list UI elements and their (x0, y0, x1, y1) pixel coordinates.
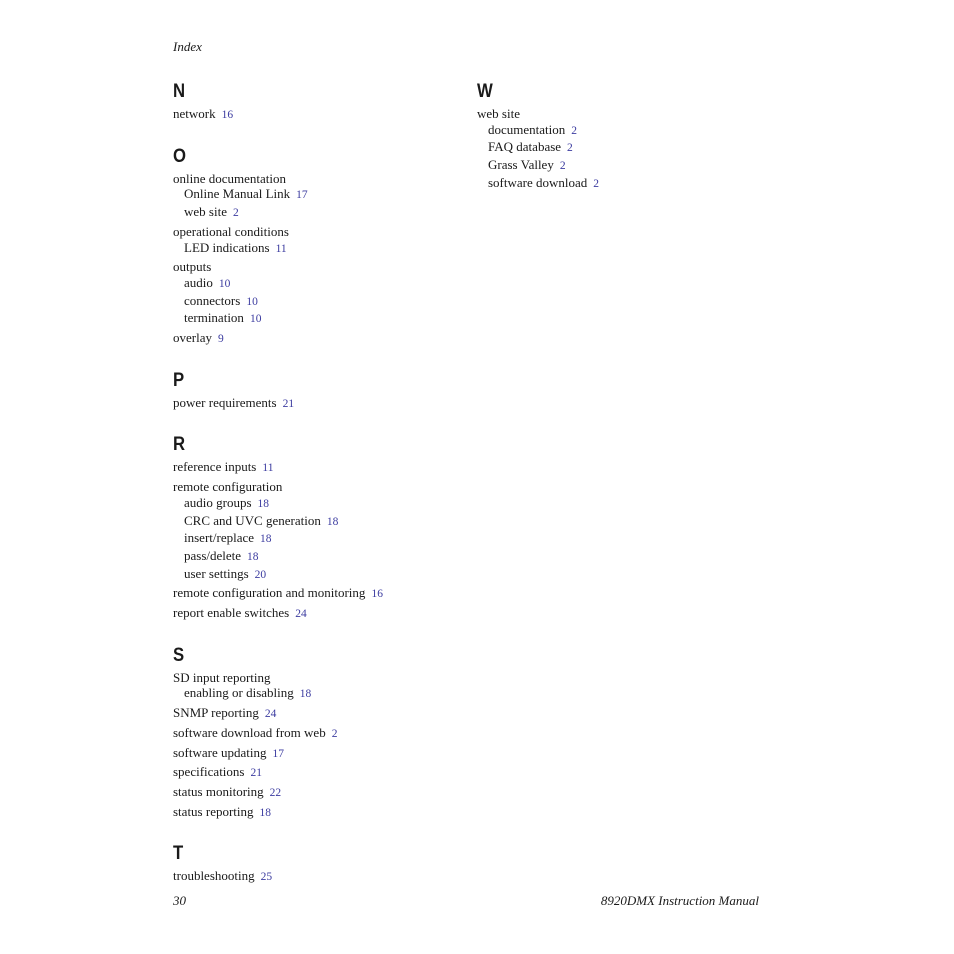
index-entry-line (173, 745, 473, 763)
index-subentry-line (477, 122, 777, 140)
index-subterm: web site (184, 204, 227, 220)
index-term: status monitoring (173, 783, 264, 799)
index-entry (173, 745, 473, 763)
section-gap (173, 350, 473, 369)
index-entry (173, 479, 473, 583)
index-subentry-line (173, 275, 473, 293)
index-subentry-line (173, 566, 473, 584)
section-gap (173, 823, 473, 842)
index-entry-line (173, 171, 473, 187)
index-entry-line (173, 784, 473, 802)
index-subentry-line (173, 240, 473, 258)
index-entry (173, 605, 473, 623)
index-term: report enable switches (173, 605, 290, 621)
page-reference-link[interactable]: 22 (269, 786, 282, 799)
index-entry (173, 259, 473, 328)
index-subterm: documentation (488, 121, 566, 137)
index-entry-line (173, 459, 473, 477)
index-term: reference inputs (173, 459, 257, 475)
page-reference-link[interactable]: 10 (218, 277, 231, 290)
page-reference-link[interactable]: 20 (254, 568, 267, 581)
index-section-p (173, 369, 473, 413)
index-term: online documentation (173, 170, 287, 186)
page-reference-link[interactable]: 2 (571, 124, 578, 137)
index-subterm: termination (184, 310, 244, 326)
page-reference-link[interactable]: 18 (247, 550, 259, 563)
page-reference-link[interactable]: 10 (249, 313, 262, 326)
index-subterm: connectors (184, 292, 241, 308)
page-reference-link[interactable]: 18 (259, 806, 272, 819)
page-reference-link[interactable]: 21 (282, 397, 295, 410)
page-reference-link[interactable]: 24 (264, 708, 277, 721)
index-term: network (173, 106, 216, 121)
index-entry (173, 725, 473, 743)
page-reference-link[interactable]: 18 (326, 515, 339, 528)
index-subentry-line (477, 157, 777, 175)
page-reference-link[interactable]: 18 (260, 533, 272, 546)
page-reference-link[interactable]: 2 (559, 160, 566, 173)
page-number: 30 (173, 893, 186, 908)
index-entry-line (477, 106, 777, 122)
index-section-r (173, 433, 473, 622)
page-reference-link[interactable]: 17 (272, 747, 285, 760)
index-entry-line (173, 395, 473, 413)
index-subterm: user settings (184, 565, 249, 581)
page-reference-link[interactable]: 24 (295, 608, 307, 621)
page-reference-link[interactable]: 17 (296, 189, 308, 202)
index-entry-line (173, 585, 473, 603)
section-letter: N (173, 81, 186, 102)
index-subterm: audio groups (184, 494, 252, 510)
index-entry-line (173, 670, 473, 686)
page-reference-link[interactable]: 2 (593, 177, 600, 190)
section-letter: S (173, 644, 185, 666)
index-entry-line (173, 605, 473, 623)
index-entry (477, 106, 777, 193)
page-reference-link[interactable]: 18 (299, 688, 312, 701)
index-term: remote configuration (173, 479, 283, 495)
index-term: power requirements (173, 394, 277, 410)
section-letter: O (173, 145, 187, 167)
page-reference-link[interactable]: 25 (260, 871, 273, 884)
index-section-o (173, 145, 473, 348)
index-subterm: enabling or disabling (184, 685, 294, 701)
page-reference-link[interactable]: 11 (262, 462, 274, 475)
index-term: web site (477, 106, 520, 121)
index-entry-line (173, 705, 473, 723)
section-letter: T (173, 843, 184, 865)
index-subentry-line (477, 139, 777, 157)
index-subterm: audio (184, 274, 213, 290)
page-reference-link[interactable]: 10 (246, 295, 258, 308)
page-reference-link[interactable]: 2 (567, 142, 573, 155)
index-subentry-line (173, 310, 473, 328)
index-subterm: FAQ database (488, 139, 562, 155)
index-subentry-line (173, 513, 473, 531)
index-entry-line (173, 804, 473, 822)
index-section-w (477, 80, 777, 193)
running-header: Index (173, 39, 202, 54)
page-reference-link[interactable]: 21 (250, 767, 262, 780)
index-entry (173, 395, 473, 413)
index-entry (173, 585, 473, 603)
index-entry-line (173, 479, 473, 495)
index-term: SNMP reporting (173, 705, 259, 721)
index-term: overlay (173, 330, 212, 346)
index-section-t (173, 842, 473, 886)
index-subentry-line (477, 175, 777, 193)
index-subterm: LED indications (184, 239, 270, 255)
index-subterm: pass/delete (184, 547, 242, 563)
index-term: remote configuration and monitoring (173, 585, 366, 601)
section-letter: W (477, 81, 493, 102)
index-column-right (477, 80, 777, 195)
page-reference-link[interactable]: 16 (221, 109, 234, 121)
index-entry-line (173, 764, 473, 782)
index-term: status reporting (173, 803, 254, 819)
index-term: troubleshooting (173, 868, 255, 884)
index-subterm: CRC and UVC generation (184, 512, 321, 528)
index-subentry-line (173, 495, 473, 513)
index-term: software download from web (173, 724, 326, 740)
page-reference-link[interactable]: 16 (371, 588, 383, 601)
page-reference-link[interactable]: 9 (217, 333, 224, 346)
index-subterm: Online Manual Link (184, 186, 291, 202)
index-entry (173, 171, 473, 222)
index-entry (173, 330, 473, 348)
section-gap (173, 625, 473, 644)
index-entry (173, 764, 473, 782)
page-reference-link[interactable]: 11 (275, 242, 287, 255)
index-entry (173, 670, 473, 703)
manual-title: 8920DMX Instruction Manual (600, 893, 759, 908)
page-reference-link[interactable]: 2 (232, 207, 239, 220)
index-entry (173, 106, 473, 124)
index-subentry-line (173, 548, 473, 566)
index-subentry-line (173, 530, 473, 548)
index-entry (173, 804, 473, 822)
index-entry-line (173, 868, 473, 886)
section-gap (173, 414, 473, 433)
index-subentry-line (173, 685, 473, 703)
page-reference-link[interactable]: 18 (257, 497, 270, 510)
index-term: software updating (173, 744, 267, 760)
index-entry (173, 224, 473, 257)
index-entry (173, 784, 473, 802)
index-entry-line (173, 330, 473, 348)
index-entry-line (173, 725, 473, 743)
index-entry (173, 459, 473, 477)
index-term: outputs (173, 259, 212, 275)
index-column-left (173, 80, 473, 888)
index-subterm: Grass Valley (488, 157, 554, 173)
index-term: operational conditions (173, 223, 289, 239)
index-subentry-line (173, 293, 473, 311)
index-subentry-line (173, 186, 473, 204)
page-reference-link[interactable]: 2 (331, 727, 338, 740)
index-term: SD input reporting (173, 669, 271, 685)
index-subterm: software download (488, 174, 588, 190)
index-section-n (173, 80, 473, 124)
section-letter: P (173, 369, 185, 391)
index-term: specifications (173, 764, 245, 780)
index-subterm: insert/replace (184, 530, 255, 546)
index-entry-line (173, 106, 473, 124)
index-entry (173, 705, 473, 723)
index-entry (173, 868, 473, 886)
index-entry-line (173, 259, 473, 275)
section-gap (173, 126, 473, 145)
index-entry-line (173, 224, 473, 240)
index-subentry-line (173, 204, 473, 222)
index-section-s (173, 644, 473, 822)
section-letter: R (173, 434, 186, 456)
